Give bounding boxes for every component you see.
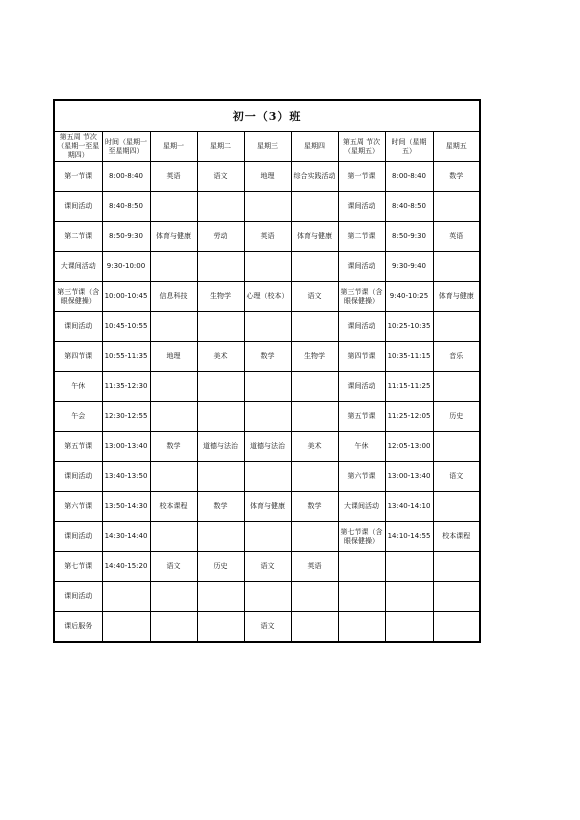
tuesday-cell: 劳动: [197, 222, 244, 252]
time-cell: 10:55-11:35: [102, 342, 150, 372]
friday-cell: [433, 432, 480, 462]
friday-cell: 英语: [433, 222, 480, 252]
header-monday: 星期一: [150, 132, 197, 162]
friday-cell: [433, 582, 480, 612]
table-row: [54, 252, 480, 282]
thursday-cell: [291, 522, 338, 552]
header-row: [54, 132, 480, 162]
wednesday-cell: [244, 522, 291, 552]
period-cell: 第一节课: [54, 162, 102, 192]
tuesday-cell: 道德与法治: [197, 432, 244, 462]
time-cell: 8:40-8:50: [102, 192, 150, 222]
thursday-cell: 体育与健康: [291, 222, 338, 252]
table-row: [54, 582, 480, 612]
wednesday-cell: [244, 252, 291, 282]
thursday-cell: 数学: [291, 492, 338, 522]
friday-period-cell: 第五节课: [338, 402, 385, 432]
thursday-cell: 语文: [291, 282, 338, 312]
tuesday-cell: 美术: [197, 342, 244, 372]
thursday-cell: [291, 462, 338, 492]
thursday-cell: 英语: [291, 552, 338, 582]
header-period-mon-thu: 第五周 节次（星期一至星期四）: [54, 132, 102, 162]
wednesday-cell: [244, 192, 291, 222]
period-cell: 第三节课（含眼保健操）: [54, 282, 102, 312]
thursday-cell: 综合实践活动: [291, 162, 338, 192]
friday-time-cell: [385, 552, 433, 582]
table-row: [54, 372, 480, 402]
tuesday-cell: [197, 462, 244, 492]
table-row: [54, 312, 480, 342]
tuesday-cell: [197, 612, 244, 643]
friday-time-cell: 8:00-8:40: [385, 162, 433, 192]
table-row: [54, 522, 480, 552]
thursday-cell: 美术: [291, 432, 338, 462]
table-row: [54, 192, 480, 222]
monday-cell: 语文: [150, 552, 197, 582]
monday-cell: [150, 402, 197, 432]
wednesday-cell: 道德与法治: [244, 432, 291, 462]
table-row: [54, 552, 480, 582]
friday-time-cell: 11:15-11:25: [385, 372, 433, 402]
monday-cell: [150, 462, 197, 492]
friday-cell: [433, 312, 480, 342]
header-period-fri: 第五周 节次（星期五）: [338, 132, 385, 162]
timetable: [53, 99, 481, 643]
time-cell: 8:50-9:30: [102, 222, 150, 252]
time-cell: 13:40-13:50: [102, 462, 150, 492]
friday-period-cell: 第六节课: [338, 462, 385, 492]
friday-time-cell: 8:50-9:30: [385, 222, 433, 252]
friday-time-cell: 12:05-13:00: [385, 432, 433, 462]
period-cell: 课间活动: [54, 312, 102, 342]
friday-period-cell: 课间活动: [338, 372, 385, 402]
thursday-cell: 生物学: [291, 342, 338, 372]
friday-period-cell: 课间活动: [338, 312, 385, 342]
friday-period-cell: 大课间活动: [338, 492, 385, 522]
time-cell: 10:45-10:55: [102, 312, 150, 342]
tuesday-cell: [197, 582, 244, 612]
friday-period-cell: 第二节课: [338, 222, 385, 252]
time-cell: 13:00-13:40: [102, 432, 150, 462]
header-thursday: 星期四: [291, 132, 338, 162]
friday-cell: 语文: [433, 462, 480, 492]
table-row: [54, 162, 480, 192]
wednesday-cell: [244, 402, 291, 432]
friday-time-cell: 9:30-9:40: [385, 252, 433, 282]
tuesday-cell: 语文: [197, 162, 244, 192]
friday-period-cell: 课间活动: [338, 252, 385, 282]
thursday-cell: [291, 192, 338, 222]
table-row: [54, 432, 480, 462]
friday-period-cell: 课间活动: [338, 192, 385, 222]
friday-cell: 体育与健康: [433, 282, 480, 312]
wednesday-cell: 地理: [244, 162, 291, 192]
tuesday-cell: 生物学: [197, 282, 244, 312]
friday-period-cell: [338, 612, 385, 643]
thursday-cell: [291, 582, 338, 612]
tuesday-cell: [197, 372, 244, 402]
monday-cell: 信息科技: [150, 282, 197, 312]
friday-time-cell: 13:40-14:10: [385, 492, 433, 522]
tuesday-cell: [197, 402, 244, 432]
friday-cell: [433, 612, 480, 643]
wednesday-cell: 体育与健康: [244, 492, 291, 522]
wednesday-cell: [244, 312, 291, 342]
table-row: [54, 612, 480, 643]
friday-period-cell: 第三节课（含眼保健操）: [338, 282, 385, 312]
monday-cell: [150, 582, 197, 612]
wednesday-cell: [244, 582, 291, 612]
table-row: [54, 282, 480, 312]
friday-period-cell: 第四节课: [338, 342, 385, 372]
monday-cell: 体育与健康: [150, 222, 197, 252]
friday-cell: 历史: [433, 402, 480, 432]
class-title: 初一（3）班: [54, 100, 480, 132]
friday-time-cell: 11:25-12:05: [385, 402, 433, 432]
time-cell: 8:00-8:40: [102, 162, 150, 192]
monday-cell: 地理: [150, 342, 197, 372]
tuesday-cell: [197, 192, 244, 222]
friday-time-cell: 8:40-8:50: [385, 192, 433, 222]
friday-cell: 数学: [433, 162, 480, 192]
friday-period-cell: [338, 552, 385, 582]
wednesday-cell: 数学: [244, 342, 291, 372]
wednesday-cell: 心理（校本）: [244, 282, 291, 312]
tuesday-cell: 数学: [197, 492, 244, 522]
friday-period-cell: 午休: [338, 432, 385, 462]
time-cell: 14:40-15:20: [102, 552, 150, 582]
period-cell: 课间活动: [54, 462, 102, 492]
period-cell: 第二节课: [54, 222, 102, 252]
thursday-cell: [291, 612, 338, 643]
friday-time-cell: 9:40-10:25: [385, 282, 433, 312]
friday-period-cell: [338, 582, 385, 612]
monday-cell: [150, 612, 197, 643]
monday-cell: [150, 372, 197, 402]
monday-cell: 校本课程: [150, 492, 197, 522]
monday-cell: [150, 252, 197, 282]
thursday-cell: [291, 372, 338, 402]
header-time-fri: 时间（星期五）: [385, 132, 433, 162]
wednesday-cell: [244, 462, 291, 492]
header-wednesday: 星期三: [244, 132, 291, 162]
time-cell: [102, 612, 150, 643]
header-tuesday: 星期二: [197, 132, 244, 162]
period-cell: 课间活动: [54, 192, 102, 222]
friday-period-cell: 第七节课（含眼保健操）: [338, 522, 385, 552]
friday-time-cell: 14:10-14:55: [385, 522, 433, 552]
period-cell: 午休: [54, 372, 102, 402]
friday-cell: 音乐: [433, 342, 480, 372]
table-row: [54, 402, 480, 432]
friday-cell: 校本课程: [433, 522, 480, 552]
table-row: [54, 222, 480, 252]
thursday-cell: [291, 252, 338, 282]
period-cell: 课后服务: [54, 612, 102, 643]
title-row: [54, 100, 480, 132]
friday-cell: [433, 252, 480, 282]
friday-time-cell: [385, 612, 433, 643]
time-cell: 9:30-10:00: [102, 252, 150, 282]
header-time-mon-thu: 时间（星期一至星期四）: [102, 132, 150, 162]
friday-cell: [433, 492, 480, 522]
friday-time-cell: 10:25-10:35: [385, 312, 433, 342]
header-friday: 星期五: [433, 132, 480, 162]
friday-time-cell: [385, 582, 433, 612]
friday-time-cell: 10:35-11:15: [385, 342, 433, 372]
period-cell: 课间活动: [54, 582, 102, 612]
period-cell: 大课间活动: [54, 252, 102, 282]
friday-time-cell: 13:00-13:40: [385, 462, 433, 492]
time-cell: 14:30-14:40: [102, 522, 150, 552]
tuesday-cell: [197, 312, 244, 342]
monday-cell: [150, 312, 197, 342]
monday-cell: 数学: [150, 432, 197, 462]
table-row: [54, 492, 480, 522]
friday-cell: [433, 552, 480, 582]
wednesday-cell: 英语: [244, 222, 291, 252]
period-cell: 课间活动: [54, 522, 102, 552]
monday-cell: 英语: [150, 162, 197, 192]
friday-period-cell: 第一节课: [338, 162, 385, 192]
period-cell: 第七节课: [54, 552, 102, 582]
period-cell: 第四节课: [54, 342, 102, 372]
time-cell: [102, 582, 150, 612]
time-cell: 13:50-14:30: [102, 492, 150, 522]
table-row: [54, 462, 480, 492]
tuesday-cell: 历史: [197, 552, 244, 582]
period-cell: 第五节课: [54, 432, 102, 462]
wednesday-cell: 语文: [244, 552, 291, 582]
period-cell: 午会: [54, 402, 102, 432]
friday-cell: [433, 372, 480, 402]
thursday-cell: [291, 312, 338, 342]
tuesday-cell: [197, 522, 244, 552]
tuesday-cell: [197, 252, 244, 282]
time-cell: 10:00-10:45: [102, 282, 150, 312]
wednesday-cell: [244, 372, 291, 402]
wednesday-cell: 语文: [244, 612, 291, 643]
period-cell: 第六节课: [54, 492, 102, 522]
monday-cell: [150, 522, 197, 552]
table-row: [54, 342, 480, 372]
time-cell: 11:35-12:30: [102, 372, 150, 402]
time-cell: 12:30-12:55: [102, 402, 150, 432]
monday-cell: [150, 192, 197, 222]
thursday-cell: [291, 402, 338, 432]
friday-cell: [433, 192, 480, 222]
